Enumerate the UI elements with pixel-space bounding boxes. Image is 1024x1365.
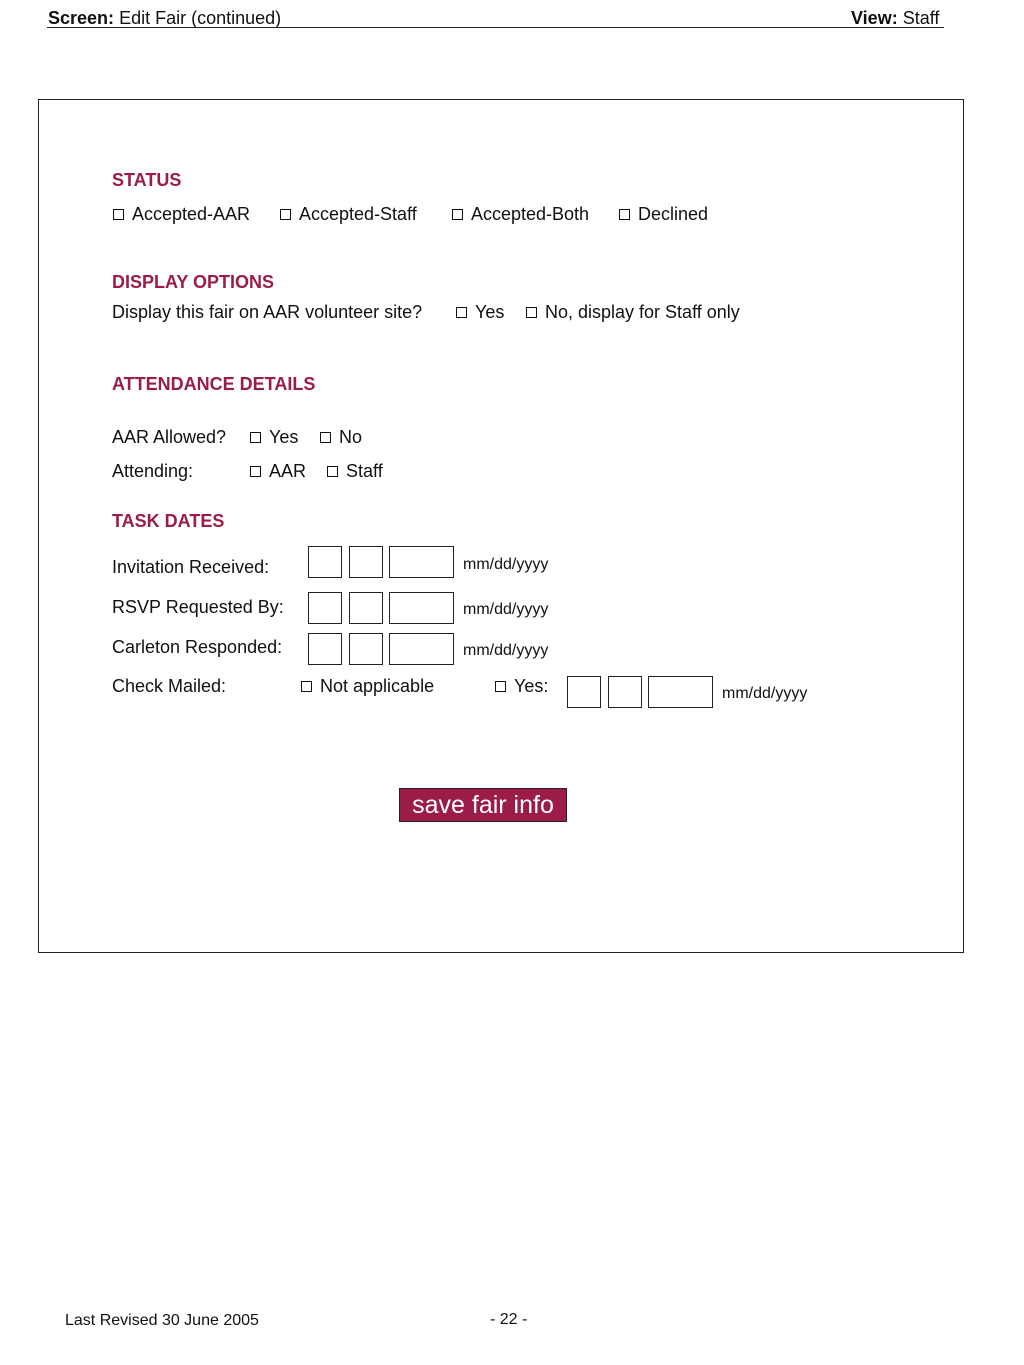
responded-month-input[interactable]: [309, 634, 341, 664]
invitation-year-input[interactable]: [390, 547, 453, 577]
checkbox-icon[interactable]: [456, 307, 467, 318]
attending-label: Attending:: [112, 461, 194, 481]
check-day-field[interactable]: [608, 676, 642, 708]
rsvp-year-input[interactable]: [390, 593, 453, 623]
option-label: Yes: [475, 302, 505, 322]
status-declined-option[interactable]: [619, 204, 708, 225]
task-dates-heading: TASK DATES: [112, 511, 225, 531]
date-format-hint: mm/dd/yyyy: [463, 601, 549, 618]
status-option-label: Declined: [638, 204, 709, 224]
responded-day-field[interactable]: [349, 633, 383, 665]
status-accepted-both-option[interactable]: [452, 204, 589, 225]
date-format-hint: mm/dd/yyyy: [722, 685, 808, 702]
invitation-month-input[interactable]: [309, 547, 341, 577]
rsvp-requested-label: RSVP Requested By:: [112, 597, 284, 617]
screen-label: Screen:: [48, 8, 115, 28]
aar-allowed-label: AAR Allowed?: [112, 427, 227, 447]
check-mailed-label: Check Mailed:: [112, 676, 227, 696]
option-label: AAR: [269, 461, 307, 481]
rsvp-month-input[interactable]: [309, 593, 341, 623]
responded-year-input[interactable]: [390, 634, 453, 664]
checkbox-icon[interactable]: [619, 209, 630, 220]
page-number: - 22 -: [490, 1311, 528, 1328]
view-value: Staff: [902, 8, 940, 28]
attending-aar-option[interactable]: [250, 461, 306, 482]
check-not-applicable-option[interactable]: [301, 676, 434, 697]
status-heading: STATUS: [112, 170, 182, 190]
date-format-hint: mm/dd/yyyy: [463, 556, 549, 573]
option-label: Staff: [346, 461, 383, 481]
option-label: No, display for Staff only: [545, 302, 740, 322]
rsvp-year-field[interactable]: [389, 592, 454, 624]
attendance-heading: ATTENDANCE DETAILS: [112, 374, 316, 394]
checkbox-icon[interactable]: [495, 681, 506, 692]
attending-staff-option[interactable]: [327, 461, 383, 482]
responded-month-field[interactable]: [308, 633, 342, 665]
check-yes-option[interactable]: [495, 676, 548, 697]
display-question: Display this fair on AAR volunteer site?: [112, 302, 423, 322]
save-fair-info-button[interactable]: save fair info: [399, 788, 567, 822]
checkbox-icon[interactable]: [250, 432, 261, 443]
checkbox-icon[interactable]: [452, 209, 463, 220]
status-accepted-staff-option[interactable]: [280, 204, 417, 225]
invitation-year-field[interactable]: [389, 546, 454, 578]
checkbox-icon[interactable]: [526, 307, 537, 318]
option-label: Yes: [269, 427, 299, 447]
responded-day-input[interactable]: [350, 634, 382, 664]
check-month-input[interactable]: [568, 677, 600, 707]
screen-title: Edit Fair (continued): [119, 8, 282, 28]
check-year-input[interactable]: [649, 677, 712, 707]
aar-allowed-yes-option[interactable]: [250, 427, 298, 448]
option-label: Not applicable: [320, 676, 435, 696]
invitation-received-label: Invitation Received:: [112, 557, 270, 577]
checkbox-icon[interactable]: [320, 432, 331, 443]
option-label: No: [339, 427, 363, 447]
check-month-field[interactable]: [567, 676, 601, 708]
rsvp-month-field[interactable]: [308, 592, 342, 624]
invitation-day-input[interactable]: [350, 547, 382, 577]
status-accepted-aar-option[interactable]: [113, 204, 250, 225]
checkbox-icon[interactable]: [250, 466, 261, 477]
check-year-field[interactable]: [648, 676, 713, 708]
checkbox-icon[interactable]: [113, 209, 124, 220]
option-label: Yes:: [514, 676, 549, 696]
checkbox-icon[interactable]: [301, 681, 312, 692]
view-label: View:: [851, 8, 898, 28]
responded-year-field[interactable]: [389, 633, 454, 665]
checkbox-icon[interactable]: [327, 466, 338, 477]
checkbox-icon[interactable]: [280, 209, 291, 220]
date-format-hint: mm/dd/yyyy: [463, 642, 549, 659]
display-options-heading: DISPLAY OPTIONS: [112, 272, 275, 292]
check-day-input[interactable]: [609, 677, 641, 707]
invitation-day-field[interactable]: [349, 546, 383, 578]
status-option-label: Accepted-AAR: [132, 204, 251, 224]
last-revised-text: Last Revised 30 June 2005: [65, 1312, 259, 1329]
screen-header: [48, 8, 281, 29]
carleton-responded-label: Carleton Responded:: [112, 637, 283, 657]
display-staff-only-option[interactable]: [526, 302, 740, 323]
header-rule: [47, 27, 944, 28]
display-yes-option[interactable]: [456, 302, 504, 323]
status-option-label: Accepted-Staff: [299, 204, 417, 224]
rsvp-day-field[interactable]: [349, 592, 383, 624]
aar-allowed-no-option[interactable]: [320, 427, 362, 448]
rsvp-day-input[interactable]: [350, 593, 382, 623]
invitation-month-field[interactable]: [308, 546, 342, 578]
view-header: [851, 8, 939, 29]
status-option-label: Accepted-Both: [471, 204, 590, 224]
